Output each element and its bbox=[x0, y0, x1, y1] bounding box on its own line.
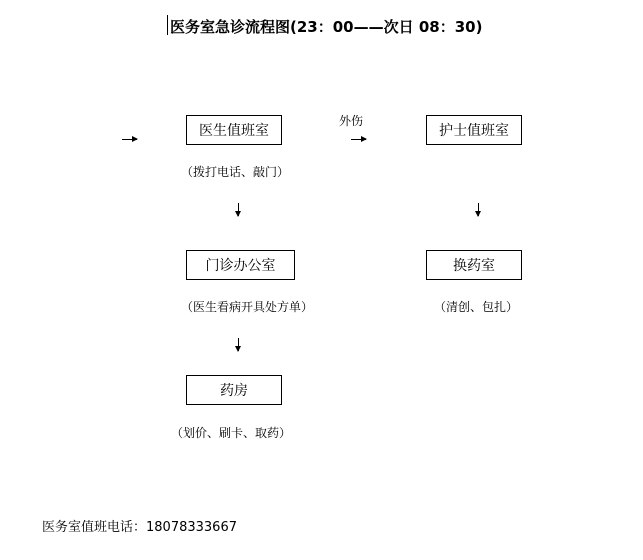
pharmacy-note: （划价、刷卡、取药） bbox=[171, 426, 292, 440]
clinic-office-box bbox=[186, 250, 295, 280]
text-cursor bbox=[167, 15, 168, 35]
pharmacy-box bbox=[186, 375, 282, 405]
pharmacy-label: 药房 bbox=[220, 383, 248, 399]
dressing-room-box bbox=[426, 250, 522, 280]
nurse-duty-room-label: 护士值班室 bbox=[439, 123, 509, 139]
arrow-doctor-to-clinic bbox=[238, 203, 239, 216]
doctor-duty-room-note: （拨打电话、敲门） bbox=[181, 165, 290, 179]
doctor-duty-room-box bbox=[186, 115, 282, 145]
entry-arrow bbox=[122, 139, 137, 140]
injury-arrow bbox=[351, 139, 366, 140]
nurse-duty-room-box bbox=[426, 115, 522, 145]
page-title: 医务室急诊流程图(23：00——次日 08：30) bbox=[170, 18, 483, 36]
arrow-nurse-to-dressing bbox=[478, 203, 479, 216]
clinic-office-note: （医生看病开具处方单） bbox=[181, 300, 314, 314]
doctor-duty-room-label: 医生值班室 bbox=[199, 123, 269, 139]
duty-phone: 医务室值班电话：18078333667 bbox=[42, 520, 237, 535]
dressing-room-label: 换药室 bbox=[453, 258, 495, 274]
arrow-clinic-to-pharmacy bbox=[238, 338, 239, 351]
clinic-office-label: 门诊办公室 bbox=[205, 258, 276, 274]
injury-label: 外伤 bbox=[339, 114, 364, 128]
dressing-room-note: （清创、包扎） bbox=[434, 300, 519, 314]
